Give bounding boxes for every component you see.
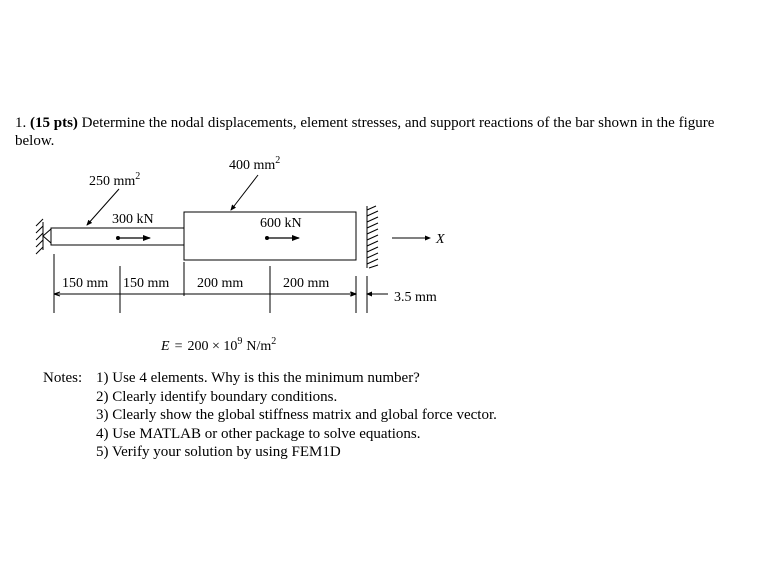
note-item: 4) Use MATLAB or other package to solve equations. <box>96 425 421 442</box>
notes <box>43 369 497 462</box>
dimension-2: 150 mm <box>123 276 170 291</box>
area-left-label: 250 $mm^2$ <box>89 171 141 189</box>
load-1-label: 300 kN <box>112 212 154 227</box>
notes-label: Notes: <box>43 370 83 386</box>
x-axis-label: X <box>436 232 445 247</box>
dimension-1: 150 mm <box>62 276 109 291</box>
gap-dimension: 3.5 mm <box>394 290 437 305</box>
modulus-equation: $E = 200 \times 10^9$ $N/m^2$ <box>161 336 277 354</box>
dimension-4: 200 mm <box>283 276 330 291</box>
problem-points: (15 pts) <box>30 115 78 131</box>
left-support <box>36 219 51 254</box>
problem-number: 1. <box>15 115 27 131</box>
note-item: 2) Clearly identify boundary conditions. <box>96 388 338 405</box>
note-item: 3) Clearly show the global stiffness matrix and global force vector. <box>96 407 497 423</box>
note-item: 1) Use 4 elements. Why is this the minimum number? <box>96 370 420 386</box>
dimension-3: 200 mm <box>197 276 244 291</box>
area-right-label: 400 $mm^2$ <box>229 155 281 173</box>
load-2-label: 600 kN <box>260 216 302 231</box>
note-item: 5) Verify your solution by using FEM1D <box>96 444 341 460</box>
area-right-leader <box>231 175 258 210</box>
right-wall <box>367 206 378 268</box>
problem-text: Determine the nodal displacements, element stresses, and support reactions of the bar shown in the figure below. <box>15 115 715 149</box>
